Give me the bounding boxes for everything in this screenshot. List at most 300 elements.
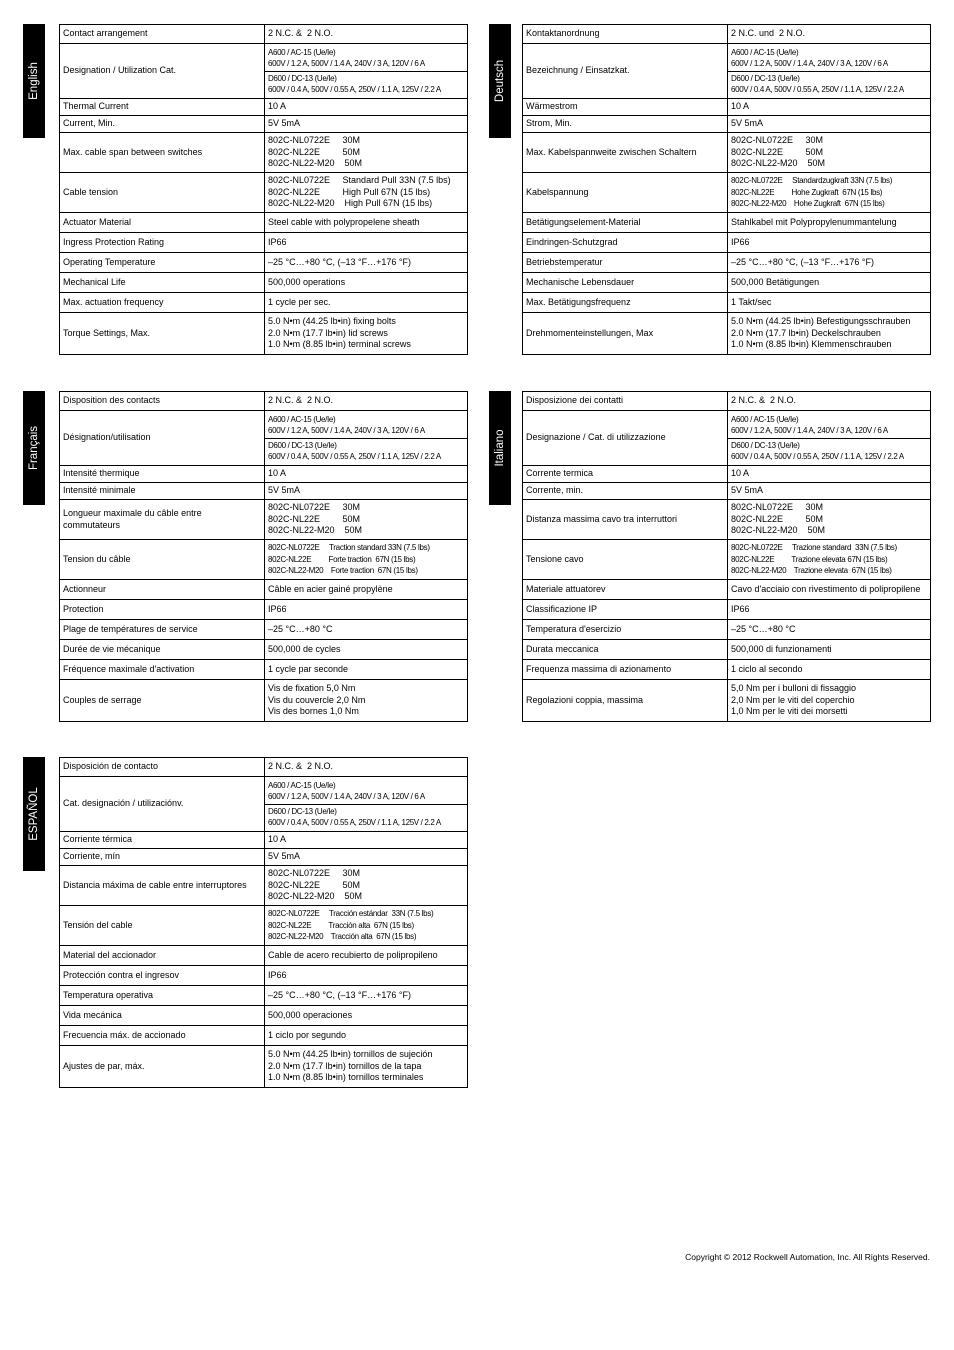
spec-value-line: Cavo d'acciaio con rivestimento di polipropilene (731, 583, 921, 594)
spec-label: Temperatura d'esercizio (523, 620, 728, 640)
spec-value-line: 5.0 N•m (44.25 lb•in) Befestigungsschrauben (731, 316, 911, 327)
spec-value-line: 1 ciclo al secondo (731, 663, 803, 674)
spec-value-line: 802C-NL22E 50M (268, 879, 361, 890)
spec-row (60, 213, 468, 233)
spec-value-line: 802C-NL22-M20 50M (268, 891, 363, 902)
copyright-notice: Copyright © 2012 Rockwell Automation, Inc. All Rights Reserved. (685, 1252, 930, 1262)
spec-label: Durata meccanica (523, 640, 728, 660)
utilization-category (265, 71, 467, 97)
spec-value-line: IP66 (731, 236, 750, 247)
utilization-category (728, 413, 930, 438)
spec-row (60, 293, 468, 313)
spec-row (523, 133, 931, 173)
spec-label: Fréquence maximale d'activation (60, 660, 265, 680)
spec-row (60, 540, 468, 580)
spec-value-line: Vis de fixation 5,0 Nm (268, 683, 356, 694)
spec-label: Intensité minimale (60, 483, 265, 500)
spec-label: Max. actuation frequency (60, 293, 265, 313)
spec-value-line: 500,000 operaciones (268, 1009, 353, 1020)
spec-label: Tensión del cable (60, 906, 265, 946)
spec-value (728, 392, 931, 411)
spec-value (728, 680, 931, 722)
spec-value-line: 2 N.C. & 2 N.O. (731, 395, 797, 406)
language-tab-deutsch (489, 24, 511, 138)
spec-value (265, 540, 468, 580)
spec-row (523, 25, 931, 44)
spec-value-line: 5V 5mA (268, 485, 301, 496)
spec-value (265, 133, 468, 173)
spec-value-line: D600 / DC-13 (Ue/Ie) (731, 440, 800, 450)
spec-label: Intensité thermique (60, 466, 265, 483)
language-label: Français (28, 425, 40, 471)
spec-value-line: D600 / DC-13 (Ue/Ie) (268, 806, 337, 816)
spec-value-line: 802C-NL22E Trazione elevata 67N (15 lbs) (731, 554, 888, 564)
spec-value-line: 1.0 N•m (8.85 lb•in) Klemmenschrauben (731, 339, 892, 350)
spec-row (523, 466, 931, 483)
spec-value (265, 1006, 468, 1026)
spec-value (728, 25, 931, 44)
spec-value (265, 233, 468, 253)
spec-label: Désignation/utilisation (60, 411, 265, 466)
spec-value-line: 2 N.C. & 2 N.O. (268, 28, 334, 39)
spec-value (265, 99, 468, 116)
spec-value-line: 5V 5mA (268, 118, 301, 129)
spec-row (523, 44, 931, 99)
spec-label: Thermal Current (60, 99, 265, 116)
spec-table-italiano (522, 391, 931, 722)
spec-value-line: 600V / 1.2 A, 500V / 1.4 A, 240V / 3 A, 120V / 6 A (268, 426, 425, 435)
spec-value (265, 640, 468, 660)
spec-value-line: 802C-NL0722E Traction standard 33N (7.5 lbs) (268, 543, 430, 553)
spec-label: Max. cable span between switches (60, 133, 265, 173)
spec-label: Durée de vie mécanique (60, 640, 265, 660)
spec-value (728, 580, 931, 600)
spec-label: Designation / Utilization Cat. (60, 44, 265, 99)
spec-label: Torque Settings, Max. (60, 313, 265, 355)
spec-value-line: 802C-NL22E High Pull 67N (15 lbs) (268, 186, 431, 197)
spec-row (60, 640, 468, 660)
spec-value-line: 802C-NL0722E 30M (731, 135, 824, 146)
spec-value (265, 946, 468, 966)
spec-value (265, 313, 468, 355)
spec-row (60, 253, 468, 273)
spec-value-line: IP66 (268, 969, 287, 980)
spec-row (523, 580, 931, 600)
spec-row (60, 44, 468, 99)
spec-row (60, 133, 468, 173)
spec-value-line: 2,0 Nm per le viti del coperchio (731, 694, 855, 705)
spec-row (60, 1046, 468, 1088)
spec-value (728, 640, 931, 660)
spec-value-line: 802C-NL22-M20 50M (268, 525, 363, 536)
spec-value (728, 116, 931, 133)
spec-value-line: 1 Takt/sec (731, 296, 772, 307)
spec-row (523, 640, 931, 660)
spec-value-line: Steel cable with polypropelene sheath (268, 216, 420, 227)
spec-label: Corriente, mín (60, 849, 265, 866)
spec-label: Disposition des contacts (60, 392, 265, 411)
spec-value-line: –25 °C…+80 °C, (–13 °F…+176 °F) (731, 256, 874, 267)
spec-label: Max. Betätigungsfrequenz (523, 293, 728, 313)
spec-value-line: 10 A (731, 101, 750, 112)
spec-row (60, 906, 468, 946)
language-tab-francais (23, 391, 45, 505)
spec-value (265, 600, 468, 620)
spec-row (60, 680, 468, 722)
spec-value-line: 802C-NL22E Tracción alta 67N (15 lbs) (268, 920, 414, 930)
spec-label: Material del accionador (60, 946, 265, 966)
spec-value-line: –25 °C…+80 °C (268, 623, 333, 634)
spec-value-line: 802C-NL22-M20 Hohe Zugkraft 67N (15 lbs) (731, 199, 885, 209)
spec-label: Corrente, min. (523, 483, 728, 500)
spec-value-line: 2.0 N•m (17.7 lb•in) lid screws (268, 327, 388, 338)
spec-value-line: IP66 (731, 603, 750, 614)
spec-value (728, 600, 931, 620)
spec-row (60, 116, 468, 133)
spec-label: Actionneur (60, 580, 265, 600)
spec-row (60, 866, 468, 906)
spec-value (265, 1046, 468, 1088)
spec-value-line: 2.0 N•m (17.7 lb•in) tornillos de la tapa (268, 1060, 422, 1071)
spec-row (523, 392, 931, 411)
utilization-category (265, 779, 467, 804)
spec-row (60, 1006, 468, 1026)
spec-label: Vida mecánica (60, 1006, 265, 1026)
spec-value (265, 483, 468, 500)
spec-row (523, 680, 931, 722)
spec-value-line: 500,000 Betätigungen (731, 276, 820, 287)
spec-row (60, 620, 468, 640)
spec-row (523, 600, 931, 620)
spec-row (523, 660, 931, 680)
spec-label: Classificazione IP (523, 600, 728, 620)
spec-value-line: 600V / 0.4 A, 500V / 0.55 A, 250V / 1.1 A, 125V / 2.2 A (268, 818, 441, 827)
spec-label: Eindringen-Schutzgrad (523, 233, 728, 253)
spec-table-francais (59, 391, 468, 722)
spec-row (60, 500, 468, 540)
spec-row (60, 233, 468, 253)
spec-label: Kontaktanordnung (523, 25, 728, 44)
spec-value (728, 483, 931, 500)
spec-value-line: 802C-NL22-M20 Forte traction 67N (15 lbs) (268, 566, 418, 576)
spec-label: Wärmestrom (523, 99, 728, 116)
spec-value-line: 500,000 operations (268, 276, 346, 287)
spec-row (60, 758, 468, 777)
spec-value-line: 1.0 N•m (8.85 lb•in) terminal screws (268, 339, 411, 350)
utilization-category (728, 438, 930, 464)
spec-value (265, 580, 468, 600)
language-tab-english (23, 24, 45, 138)
spec-value (728, 620, 931, 640)
spec-row (523, 116, 931, 133)
spec-value (265, 660, 468, 680)
spec-row (60, 600, 468, 620)
spec-value (728, 253, 931, 273)
spec-value-line: –25 °C…+80 °C, (–13 °F…+176 °F) (268, 989, 411, 1000)
spec-value (728, 213, 931, 233)
spec-value (728, 233, 931, 253)
spec-row (523, 173, 931, 213)
spec-value-line: 1 cycle par seconde (268, 663, 349, 674)
spec-value (728, 411, 931, 466)
spec-value-line: 600V / 1.2 A, 500V / 1.4 A, 240V / 3 A, 120V / 6 A (731, 426, 888, 435)
language-label: Deutsch (494, 59, 506, 103)
spec-value-line: A600 / AC-15 (Ue/Ie) (731, 414, 799, 424)
spec-label: Designazione / Cat. di utilizzazione (523, 411, 728, 466)
spec-value-line: 600V / 0.4 A, 500V / 0.55 A, 250V / 1.1 A, 125V / 2.2 A (268, 85, 441, 94)
spec-value (728, 99, 931, 116)
spec-value-line: 600V / 1.2 A, 500V / 1.4 A, 240V / 3 A, 120V / 6 A (731, 59, 888, 68)
spec-label: Regolazioni coppia, massima (523, 680, 728, 722)
spec-value-line: 802C-NL0722E Standard Pull 33N (7.5 lbs) (268, 175, 451, 186)
spec-row (60, 849, 468, 866)
spec-value-line: 1 cycle per sec. (268, 296, 331, 307)
spec-value (265, 500, 468, 540)
spec-row (60, 99, 468, 116)
spec-row (60, 392, 468, 411)
spec-label: Mechanical Life (60, 273, 265, 293)
spec-row (60, 173, 468, 213)
spec-value-line: 1 ciclo por segundo (268, 1029, 347, 1040)
spec-value-line: 5.0 N•m (44.25 lb•in) fixing bolts (268, 316, 396, 327)
spec-value-line: 2 N.C. und 2 N.O. (731, 28, 806, 39)
spec-value-line: A600 / AC-15 (Ue/Ie) (268, 414, 336, 424)
spec-value (265, 906, 468, 946)
spec-value-line: 10 A (268, 468, 287, 479)
language-tab-espanol (23, 757, 45, 871)
spec-row (523, 99, 931, 116)
spec-value-line: Stahlkabel mit Polypropylenummantelung (731, 216, 897, 227)
spec-value (265, 44, 468, 99)
spec-value (265, 849, 468, 866)
spec-row (60, 1026, 468, 1046)
spec-label: Longueur maximale du câble entre commutateurs (60, 500, 265, 540)
spec-row (60, 777, 468, 832)
spec-value-line: Câble en acier gainé propylène (268, 583, 393, 594)
spec-label: Frequenza massima di azionamento (523, 660, 728, 680)
spec-row (60, 580, 468, 600)
language-label: ESPAÑOL (28, 787, 40, 841)
spec-label: Mechanische Lebensdauer (523, 273, 728, 293)
spec-value-line: 802C-NL22-M20 50M (268, 158, 363, 169)
spec-value-line: 10 A (268, 834, 287, 845)
spec-label: Contact arrangement (60, 25, 265, 44)
spec-value-line: 802C-NL0722E Trazione standard 33N (7.5 lbs) (731, 543, 897, 553)
spec-value-line: 500,000 de cycles (268, 643, 341, 654)
spec-label: Strom, Min. (523, 116, 728, 133)
spec-value-line: 802C-NL22-M20 High Pull 67N (15 lbs) (268, 198, 433, 209)
spec-row (523, 620, 931, 640)
spec-row (523, 411, 931, 466)
spec-row (60, 411, 468, 466)
spec-label: Betätigungselement-Material (523, 213, 728, 233)
spec-row (60, 946, 468, 966)
spec-value-line: 5V 5mA (268, 851, 301, 862)
spec-value (728, 313, 931, 355)
spec-row (523, 273, 931, 293)
spec-value (265, 213, 468, 233)
spec-value (265, 116, 468, 133)
utilization-category (265, 413, 467, 438)
spec-value-line: Vis des bornes 1,0 Nm (268, 706, 359, 717)
spec-value (265, 966, 468, 986)
spec-value-line: 802C-NL22E 50M (268, 146, 361, 157)
spec-label: Ingress Protection Rating (60, 233, 265, 253)
spec-value (265, 680, 468, 722)
utilization-category (265, 438, 467, 464)
spec-value-line: 500,000 di funzionamenti (731, 643, 832, 654)
spec-row (60, 313, 468, 355)
spec-value (728, 660, 931, 680)
spec-label: Corrente termica (523, 466, 728, 483)
spec-value-line: 1.0 N•m (8.85 lb•in) tornillos terminales (268, 1072, 424, 1083)
spec-row (523, 293, 931, 313)
spec-label: Distancia máxima de cable entre interruptores (60, 866, 265, 906)
utilization-category (728, 71, 930, 97)
spec-value (265, 293, 468, 313)
spec-row (60, 483, 468, 500)
spec-value-line: A600 / AC-15 (Ue/Ie) (268, 780, 336, 790)
spec-value-line: 1,0 Nm per le viti dei morsetti (731, 706, 848, 717)
spec-label: Cable tension (60, 173, 265, 213)
spec-label: Frecuencia máx. de accionado (60, 1026, 265, 1046)
language-tab-italiano (489, 391, 511, 505)
spec-value-line: 600V / 0.4 A, 500V / 0.55 A, 250V / 1.1 A, 125V / 2.2 A (731, 452, 904, 461)
spec-value (265, 866, 468, 906)
spec-value (265, 832, 468, 849)
spec-value-line: 5V 5mA (731, 485, 764, 496)
spec-label: Kabelspannung (523, 173, 728, 213)
spec-value-line: 802C-NL22-M20 50M (731, 158, 826, 169)
spec-value-line: 2 N.C. & 2 N.O. (268, 761, 334, 772)
spec-label: Drehmomenteinstellungen, Max (523, 313, 728, 355)
spec-value (728, 273, 931, 293)
spec-value (265, 273, 468, 293)
spec-row (60, 466, 468, 483)
spec-value-line: A600 / AC-15 (Ue/Ie) (268, 47, 336, 57)
spec-label: Tension du câble (60, 540, 265, 580)
spec-row (60, 832, 468, 849)
spec-value (265, 777, 468, 832)
utilization-category (265, 804, 467, 830)
spec-value (265, 466, 468, 483)
spec-label: Couples de serrage (60, 680, 265, 722)
spec-value-line: 802C-NL0722E 30M (268, 502, 361, 513)
spec-value (265, 25, 468, 44)
spec-row (60, 966, 468, 986)
spec-value-line: 600V / 1.2 A, 500V / 1.4 A, 240V / 3 A, 120V / 6 A (268, 59, 425, 68)
spec-label: Ajustes de par, máx. (60, 1046, 265, 1088)
spec-value-line: 802C-NL22E Forte traction 67N (15 lbs) (268, 554, 416, 564)
spec-row (523, 253, 931, 273)
spec-label: Betriebstemperatur (523, 253, 728, 273)
spec-value-line: 2 N.C. & 2 N.O. (268, 395, 334, 406)
spec-value-line: A600 / AC-15 (Ue/Ie) (731, 47, 799, 57)
spec-value (265, 392, 468, 411)
spec-value-line: 802C-NL0722E Tracción estándar 33N (7.5 lbs) (268, 909, 434, 919)
spec-row (523, 483, 931, 500)
spec-value-line: 10 A (731, 468, 750, 479)
spec-value (728, 133, 931, 173)
language-label: English (28, 62, 40, 100)
spec-value (728, 44, 931, 99)
spec-value-line: 802C-NL22E Hohe Zugkraft 67N (15 lbs) (731, 187, 883, 197)
spec-value-line: –25 °C…+80 °C, (–13 °F…+176 °F) (268, 256, 411, 267)
spec-value (265, 620, 468, 640)
spec-value-line: 5,0 Nm per i bulloni di fissaggio (731, 683, 857, 694)
spec-value-line: IP66 (268, 603, 287, 614)
spec-value (265, 758, 468, 777)
spec-value-line: Vis du couvercle 2,0 Nm (268, 694, 366, 705)
spec-value (265, 173, 468, 213)
spec-value-line: 802C-NL22E 50M (268, 513, 361, 524)
spec-value-line: 2.0 N•m (17.7 lb•in) Deckelschrauben (731, 327, 881, 338)
spec-value-line: 5V 5mA (731, 118, 764, 129)
spec-value (728, 540, 931, 580)
spec-value (265, 1026, 468, 1046)
spec-value (728, 173, 931, 213)
spec-table-espanol (59, 757, 468, 1088)
spec-label: Current, Min. (60, 116, 265, 133)
spec-value-line: D600 / DC-13 (Ue/Ie) (731, 73, 800, 83)
spec-value (728, 293, 931, 313)
spec-label: Distanza massima cavo tra interruttori (523, 500, 728, 540)
spec-value (265, 411, 468, 466)
spec-value-line: 802C-NL0722E Standardzugkraft 33N (7.5 lbs) (731, 176, 893, 186)
spec-label: Operating Temperature (60, 253, 265, 273)
spec-value-line: Cable de acero recubierto de polipropileno (268, 949, 438, 960)
spec-label: Cat. designación / utilizaciónv. (60, 777, 265, 832)
spec-table-deutsch (522, 24, 931, 355)
spec-value-line: D600 / DC-13 (Ue/Ie) (268, 73, 337, 83)
spec-label: Protección contra el ingresov (60, 966, 265, 986)
spec-value-line: 802C-NL0722E 30M (268, 868, 361, 879)
spec-value-line: 802C-NL22-M20 Trazione elevata 67N (15 lbs) (731, 566, 892, 576)
spec-label: Bezeichnung / Einsatzkat. (523, 44, 728, 99)
spec-label: Disposición de contacto (60, 758, 265, 777)
spec-label: Temperatura operativa (60, 986, 265, 1006)
spec-row (523, 313, 931, 355)
spec-value-line: 600V / 1.2 A, 500V / 1.4 A, 240V / 3 A, 120V / 6 A (268, 792, 425, 801)
spec-value-line: 600V / 0.4 A, 500V / 0.55 A, 250V / 1.1 A, 125V / 2.2 A (268, 452, 441, 461)
spec-table-english (59, 24, 468, 355)
spec-value-line: 802C-NL0722E 30M (268, 135, 361, 146)
spec-value (728, 500, 931, 540)
spec-value-line: 5.0 N•m (44.25 lb•in) tornillos de sujeción (268, 1049, 433, 1060)
spec-value-line: 802C-NL22E 50M (731, 513, 824, 524)
spec-row (523, 213, 931, 233)
spec-row (523, 500, 931, 540)
spec-row (523, 233, 931, 253)
spec-label: Corriente térmica (60, 832, 265, 849)
spec-label: Protection (60, 600, 265, 620)
spec-label: Max. Kabelspannweite zwischen Schaltern (523, 133, 728, 173)
utilization-category (728, 46, 930, 71)
spec-value-line: 600V / 0.4 A, 500V / 0.55 A, 250V / 1.1 A, 125V / 2.2 A (731, 85, 904, 94)
language-label: Italiano (494, 429, 506, 467)
spec-value-line: –25 °C…+80 °C (731, 623, 796, 634)
spec-value-line: 10 A (268, 101, 287, 112)
spec-label: Materiale attuatorev (523, 580, 728, 600)
spec-label: Actuator Material (60, 213, 265, 233)
spec-value-line: 802C-NL22-M20 Tracción alta 67N (15 lbs) (268, 932, 417, 942)
spec-value-line: 802C-NL22-M20 50M (731, 525, 826, 536)
spec-label: Tensione cavo (523, 540, 728, 580)
spec-row (60, 25, 468, 44)
utilization-category (265, 46, 467, 71)
spec-label: Plage de températures de service (60, 620, 265, 640)
spec-row (60, 986, 468, 1006)
